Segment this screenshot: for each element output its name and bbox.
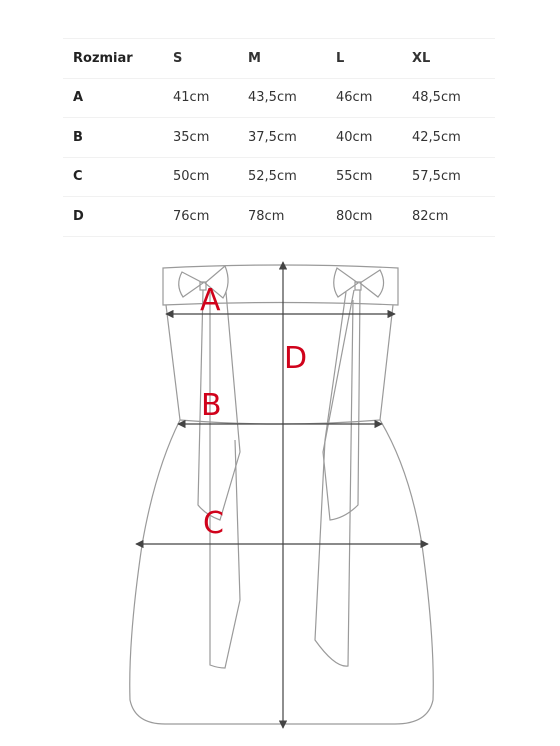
- row-label: B: [63, 118, 173, 158]
- table-cell: 43,5cm: [248, 78, 336, 118]
- dress-outline: [130, 265, 434, 724]
- table-header-row: [63, 39, 495, 79]
- header-cell-m: M: [248, 39, 336, 79]
- table-cell: 80cm: [336, 197, 412, 237]
- table-row: [63, 118, 495, 158]
- table-cell: 40cm: [336, 118, 412, 158]
- table-cell: 55cm: [336, 157, 412, 197]
- label-b: B: [201, 388, 222, 423]
- table-row: [63, 157, 495, 197]
- table-row: [63, 197, 495, 237]
- measurement-lines: [136, 262, 428, 728]
- row-label: C: [63, 157, 173, 197]
- label-d: D: [284, 341, 308, 376]
- table-cell: 78cm: [248, 197, 336, 237]
- label-c: C: [203, 506, 224, 541]
- table-cell: 48,5cm: [412, 78, 495, 118]
- table-cell: 42,5cm: [412, 118, 495, 158]
- table-cell: 41cm: [173, 78, 248, 118]
- table-cell: 52,5cm: [248, 157, 336, 197]
- table-cell: 37,5cm: [248, 118, 336, 158]
- row-label: D: [63, 197, 173, 237]
- dress-measurement-diagram: [0, 248, 560, 738]
- header-cell-size: Rozmiar: [63, 39, 173, 79]
- table-cell: 50cm: [173, 157, 248, 197]
- header-cell-l: L: [336, 39, 412, 79]
- label-a: A: [200, 283, 221, 318]
- row-label: A: [63, 78, 173, 118]
- table-cell: 35cm: [173, 118, 248, 158]
- header-cell-xl: XL: [412, 39, 495, 79]
- size-table: [63, 38, 495, 237]
- table-cell: 57,5cm: [412, 157, 495, 197]
- table-cell: 46cm: [336, 78, 412, 118]
- table-row: [63, 78, 495, 118]
- table-cell: 76cm: [173, 197, 248, 237]
- header-cell-s: S: [173, 39, 248, 79]
- table-cell: 82cm: [412, 197, 495, 237]
